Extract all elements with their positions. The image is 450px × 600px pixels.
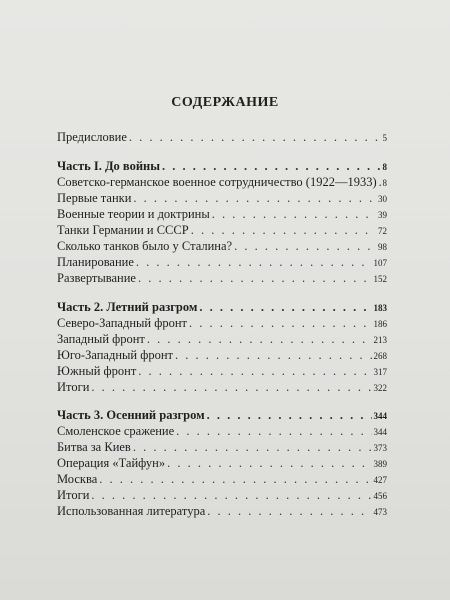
toc-part-heading — [57, 408, 387, 423]
toc-entry-label: Первые танки — [57, 191, 132, 205]
toc-entry — [57, 364, 387, 379]
toc-entry-label: Планирование — [57, 255, 134, 269]
toc-entry-label: Часть I. До войны — [57, 159, 161, 173]
toc-page-number: 186 — [373, 319, 387, 329]
dot-leader — [133, 440, 372, 454]
toc-page-number: 213 — [373, 335, 387, 345]
dot-leader — [234, 239, 376, 253]
toc-entry-label: Часть 3. Осенний разгром — [57, 408, 205, 422]
toc-entry-label: Юго-Западный фронт — [57, 348, 173, 362]
dot-leader — [129, 130, 381, 144]
toc-entry — [57, 332, 387, 347]
dot-leader — [175, 348, 372, 362]
toc-entry-label: Часть 2. Летний разгром — [57, 300, 198, 314]
toc-entry — [57, 191, 387, 206]
toc-page-number: 389 — [373, 459, 387, 469]
toc-entry-label: Северо-Западный фронт — [57, 316, 187, 330]
toc-page-number: 344 — [373, 427, 387, 437]
toc-entry — [57, 504, 387, 519]
toc-entry — [57, 175, 387, 190]
dot-leader — [147, 332, 372, 346]
toc-page-number: 152 — [373, 274, 387, 284]
toc-page-number: 183 — [373, 303, 387, 313]
toc-entry-label: Развертывание — [57, 271, 136, 285]
toc-entry-label: Танки Германии и СССР — [57, 223, 189, 237]
toc-page-number: 98 — [378, 242, 387, 252]
toc-page-number: 344 — [373, 411, 387, 421]
toc-entry — [57, 207, 387, 222]
dot-leader — [212, 207, 376, 221]
toc-page-number: 373 — [373, 443, 387, 453]
toc-entry — [57, 440, 387, 455]
dot-leader — [91, 488, 371, 502]
toc-entry — [57, 424, 387, 439]
toc-entry — [57, 255, 387, 270]
dot-leader — [379, 175, 381, 189]
dot-leader — [138, 364, 371, 378]
toc-entry-label: Советско-германское военное сотрудничество (1922—1933) — [57, 175, 377, 189]
toc-entry-label: Итоги — [57, 380, 90, 394]
dot-leader — [176, 424, 371, 438]
toc-entry-label: Смоленское сражение — [57, 424, 175, 438]
toc-page-number: 72 — [378, 226, 387, 236]
dot-leader — [207, 504, 371, 518]
toc-entry-label: Сколько танков было у Сталина? — [57, 239, 233, 253]
toc-page-number: 317 — [373, 367, 387, 377]
dot-leader — [133, 191, 376, 205]
dot-leader — [136, 255, 372, 269]
toc-entry — [57, 456, 387, 471]
toc-entry — [57, 380, 387, 395]
dot-leader — [191, 223, 376, 237]
toc-entry — [57, 488, 387, 503]
toc-part-heading — [57, 159, 387, 174]
dot-leader — [199, 300, 371, 314]
dot-leader — [99, 472, 371, 486]
toc-entry-label: Предисловие — [57, 130, 127, 144]
toc-entry-label: Москва — [57, 472, 98, 486]
page-title: СОДЕРЖАНИЕ — [171, 95, 279, 110]
toc-page-number: 322 — [373, 383, 387, 393]
dot-leader — [162, 159, 380, 173]
toc-entry-label: Операция «Тайфун» — [57, 456, 166, 470]
toc-page-number: 473 — [373, 507, 387, 517]
toc-entry-label: Западный фронт — [57, 332, 145, 346]
dot-leader — [91, 380, 371, 394]
dot-leader — [138, 271, 372, 285]
toc-page-number: 30 — [378, 194, 387, 204]
dot-leader — [207, 408, 372, 422]
toc-entry — [57, 239, 387, 254]
toc-entry — [57, 271, 387, 286]
dot-leader — [167, 456, 371, 470]
toc-entry-label: Военные теории и доктрины — [57, 207, 210, 221]
toc-page-number: 427 — [373, 475, 387, 485]
toc-part-heading — [57, 300, 387, 315]
toc-page-number: 8 — [382, 178, 387, 188]
toc-page-number: 8 — [382, 162, 387, 172]
toc-entry-label: Южный фронт — [57, 364, 137, 378]
toc-entry — [57, 223, 387, 238]
toc-entry — [57, 348, 387, 363]
toc-page-number: 5 — [382, 133, 387, 143]
toc-entry-label: Битва за Киев — [57, 440, 131, 454]
toc-entry — [57, 316, 387, 331]
toc-entry — [57, 130, 387, 145]
toc-page-number: 39 — [378, 210, 387, 220]
dot-leader — [189, 316, 372, 330]
toc-page-number: 107 — [373, 258, 387, 268]
toc-page-number: 456 — [373, 491, 387, 501]
toc-entry — [57, 472, 387, 487]
toc-entry-label: Использованная литература — [57, 504, 206, 518]
toc-page-number: 268 — [373, 351, 387, 361]
toc-entry-label: Итоги — [57, 488, 90, 502]
